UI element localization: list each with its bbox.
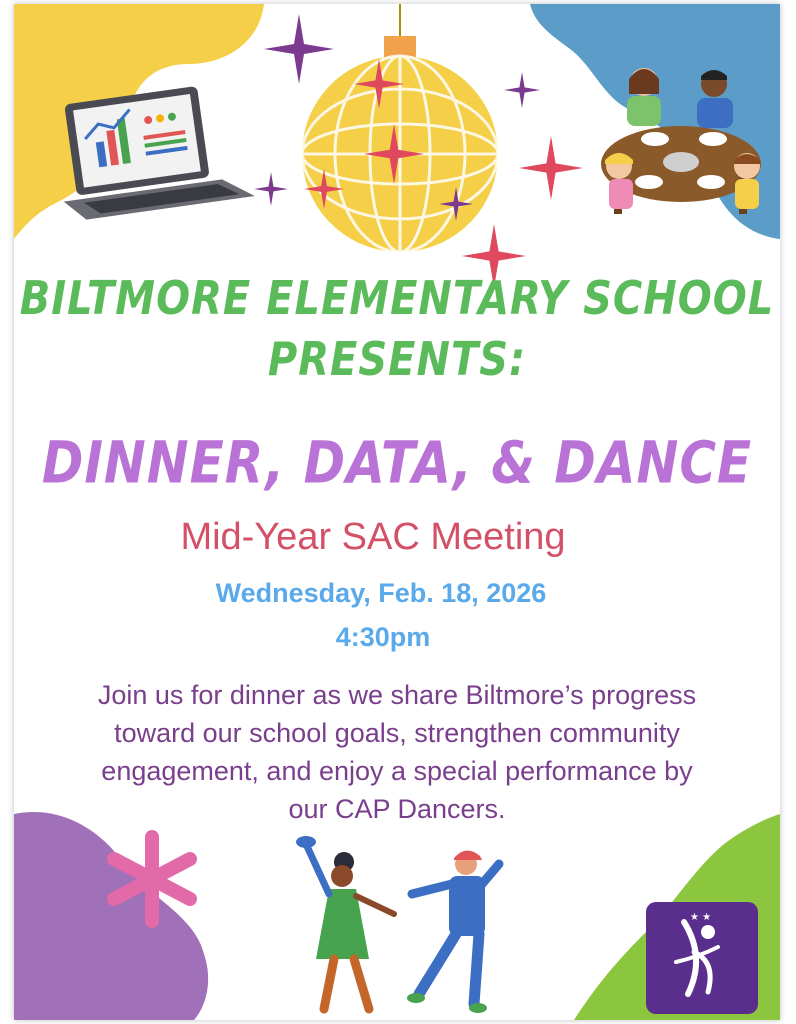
sparkle-icon: [304, 169, 344, 209]
sparkle-icon: [364, 124, 424, 184]
sparkle-icon: [504, 72, 540, 108]
asterisk-icon: [102, 829, 202, 929]
description-line: Join us for dinner as we share Biltmore’s progress: [97, 680, 697, 710]
sparkle-icon: [519, 136, 583, 200]
sparkle-icon: [439, 187, 473, 221]
description: [14, 676, 780, 828]
laptop-chart-icon: [58, 84, 258, 224]
sparkle-icon: [254, 172, 288, 206]
dancers-icon: [284, 834, 524, 1020]
description-line: engagement, and enjoy a special performance by: [101, 756, 693, 786]
event-date: Wednesday, Feb. 18, 2026: [215, 578, 547, 608]
description-line: toward our school goals, strengthen community: [114, 718, 680, 748]
event-time: 4:30pm: [335, 622, 431, 652]
family-dinner-icon: [589, 64, 774, 219]
flyer: [14, 4, 780, 1020]
meeting-name: Mid-Year SAC Meeting: [180, 516, 566, 558]
cap-dancers-logo: [646, 902, 758, 1014]
description-line: our CAP Dancers.: [288, 794, 506, 824]
school-name: BILTMORE ELEMENTARY SCHOOL: [19, 272, 775, 326]
svg-text:★ ★: ★ ★: [690, 912, 712, 923]
sparkle-icon: [264, 14, 334, 84]
presents-line: PRESENTS:: [267, 333, 527, 387]
sparkle-icon: [354, 59, 404, 109]
event-title: DINNER, DATA, & DANCE: [41, 429, 753, 497]
